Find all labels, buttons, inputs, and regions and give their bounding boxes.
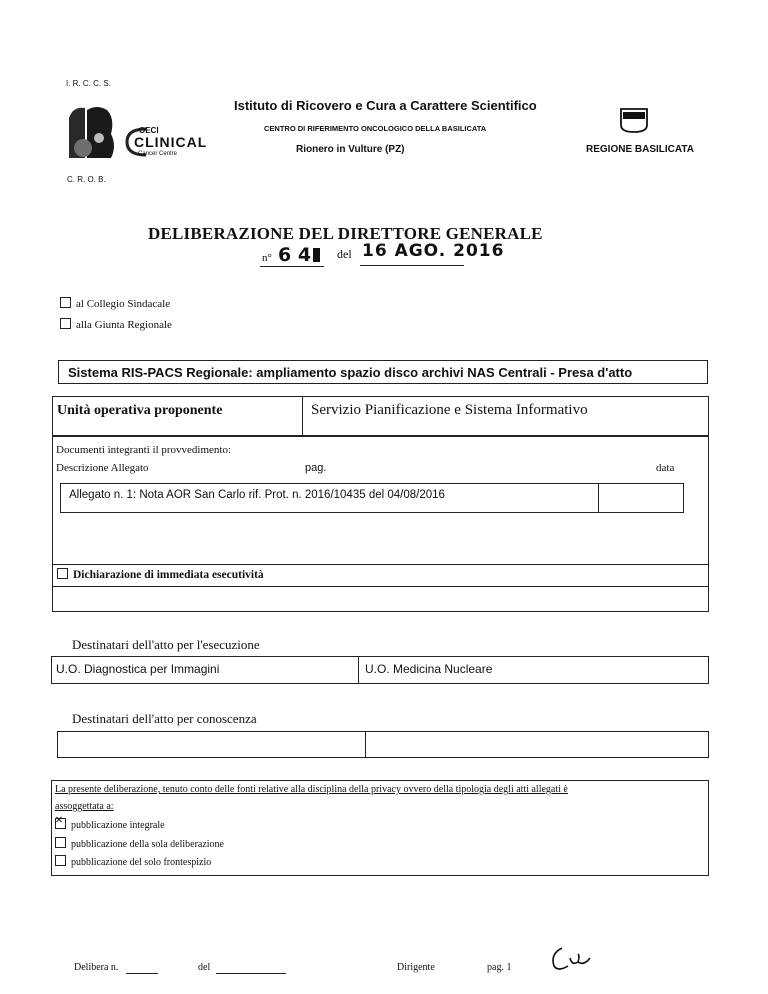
subject-box xyxy=(58,360,708,384)
checkbox-frontespizio[interactable] xyxy=(55,855,66,866)
institute-name: Istituto di Ricovero e Cura a Carattere Scientifico xyxy=(234,98,537,113)
delibera-number: n° 6 4 xyxy=(258,246,378,268)
delibera-date: 16 AGO. 2016 xyxy=(362,241,505,261)
immediate-bottom-line xyxy=(52,586,709,587)
immediate-separator xyxy=(52,564,709,565)
knowledge-heading: Destinatari dell'atto per conoscenza xyxy=(72,711,257,726)
execution-heading: Destinatari dell'atto per l'esecuzione xyxy=(72,637,260,652)
delibera-title: DELIBERAZIONE DEL DIRETTORE GENERALE xyxy=(148,224,543,243)
documents-heading: Documenti integranti il provvedimento: xyxy=(56,444,232,456)
execution-box xyxy=(51,656,709,684)
knowledge-box xyxy=(57,731,709,758)
checkbox-immediate[interactable] xyxy=(57,568,68,579)
ircs-label: I. R. C. C. S. xyxy=(66,79,111,88)
col-description: Descrizione Allegato xyxy=(56,462,149,474)
unit-divider xyxy=(302,396,303,436)
subject-text: Sistema RIS-PACS Regionale: ampliamento spazio disco archivi NAS Centrali - Presa d'atto xyxy=(68,365,633,380)
checkbox-sola-deliberazione[interactable] xyxy=(55,837,66,848)
checkbox-giunta[interactable] xyxy=(60,318,71,329)
location: Rionero in Vulture (PZ) xyxy=(296,144,405,155)
documents-box xyxy=(52,436,709,612)
execution-divider xyxy=(358,656,359,684)
execution-left: U.O. Diagnostica per Immagini xyxy=(56,662,220,676)
attachment-text: Allegato n. 1: Nota AOR San Carlo rif. Prot. n. 2016/10435 del 04/08/2016 xyxy=(69,489,445,501)
publication-option-deliberazione: pubblicazione della sola deliberazione xyxy=(55,837,224,850)
publication-intro-2: assoggettata a: xyxy=(55,801,114,812)
col-page: pag. xyxy=(305,462,327,474)
knowledge-divider xyxy=(365,731,366,758)
footer-delibera: Delibera n. xyxy=(74,962,119,973)
footer-page: pag. 1 xyxy=(487,962,512,973)
crob-label: C. R. O. B. xyxy=(67,175,106,184)
footer-delibera-line xyxy=(126,973,158,974)
footer-del-line xyxy=(216,973,286,974)
recipient-giunta: alla Giunta Regionale xyxy=(60,318,172,331)
crob-logo xyxy=(67,104,119,160)
col-date: data xyxy=(656,462,675,474)
checkbox-integral[interactable] xyxy=(55,818,66,829)
publication-intro-1: La presente deliberazione, tenuto conto delle fonti relative alla disciplina della privacy ovvero della tipologia degli atti allegati è xyxy=(55,784,568,795)
execution-right: U.O. Medicina Nucleare xyxy=(365,662,493,676)
clinical-logo: OECI CLINICAL Cancer Centre xyxy=(124,126,214,162)
centro-riferimento: CENTRO DI RIFERIMENTO ONCOLOGICO DELLA BASILICATA xyxy=(264,124,487,133)
recipient-collegio: al Collegio Sindacale xyxy=(60,297,170,310)
publication-option-frontespizio: pubblicazione del solo frontespizio xyxy=(55,855,211,868)
publication-box xyxy=(51,780,709,876)
checkbox-collegio[interactable] xyxy=(60,297,71,308)
regione-label: REGIONE BASILICATA xyxy=(586,144,694,155)
date-underline xyxy=(360,265,464,266)
signature-icon xyxy=(548,944,594,974)
attachment-divider xyxy=(598,483,599,513)
publication-option-integral: ×pubblicazione integrale xyxy=(55,818,165,831)
unit-value: Servizio Pianificazione e Sistema Informativo xyxy=(311,402,588,418)
unit-box xyxy=(52,396,709,436)
attachment-row xyxy=(60,483,684,513)
immediate-execution: Dichiarazione di immediata esecutività xyxy=(57,568,264,581)
unit-label: Unità operativa proponente xyxy=(57,403,223,418)
footer-dirigente: Dirigente xyxy=(397,962,435,973)
footer-del: del xyxy=(198,962,211,973)
delibera-del-label: del xyxy=(337,247,352,261)
regione-emblem-icon xyxy=(619,107,649,134)
